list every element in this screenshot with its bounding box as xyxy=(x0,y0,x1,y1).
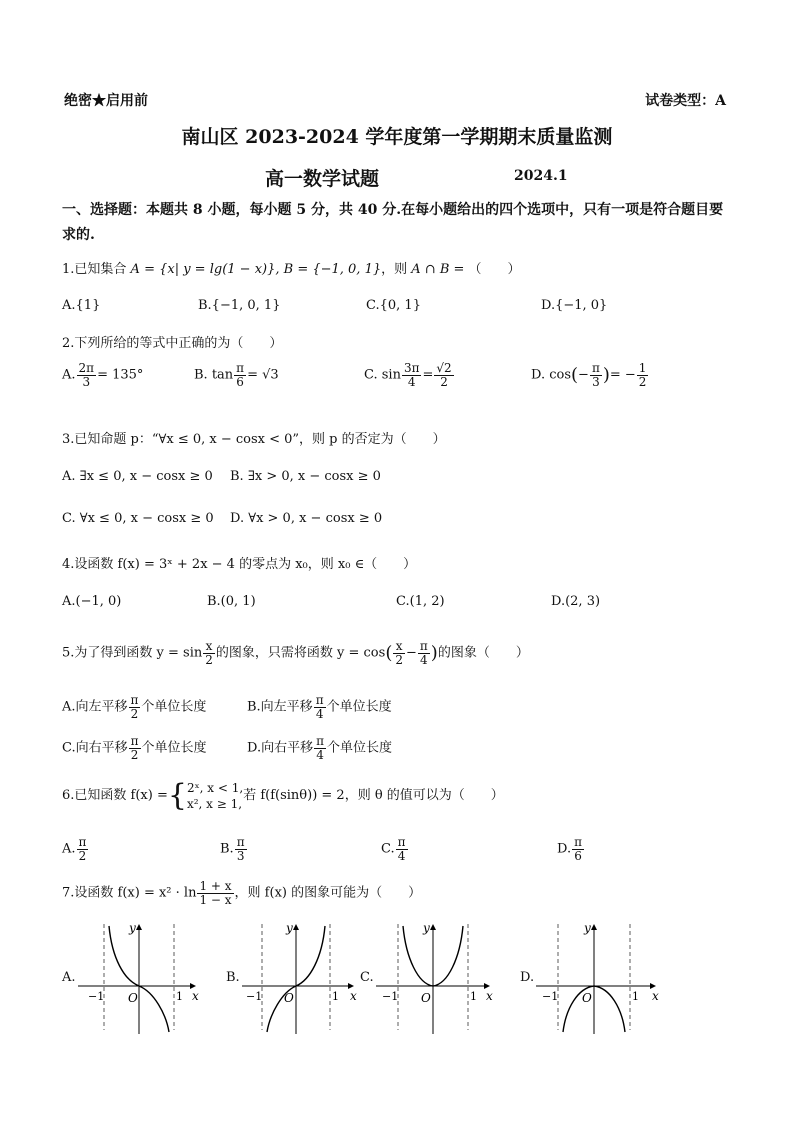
one-label: 1 xyxy=(470,990,477,1003)
fraction: $\frac{\pi}{4}$ xyxy=(397,835,406,863)
q6-option-b[interactable]: B. $\frac{\pi}{3}$ xyxy=(220,835,245,863)
q3-option-c[interactable]: C. ∀x ≤ 0, x − cosx ≥ 0 xyxy=(62,511,214,526)
fraction: $\frac{\pi}{3}$ xyxy=(236,835,245,863)
q6-option-c[interactable]: C. $\frac{\pi}{4}$ xyxy=(381,835,406,863)
q7-graph-b[interactable] xyxy=(240,918,364,1036)
fraction: $\frac{2\pi}{3}$ xyxy=(78,361,95,389)
origin-label: O xyxy=(284,991,294,1005)
question-6: 6.已知函数 f(x) ={ 2ˣ, x < 1, x², x ≥ 1, 若 f(f(sinθ)) = 2，则 θ 的值可以为（ ） xyxy=(62,778,504,813)
exam-subtitle: 高一数学试题 xyxy=(265,168,380,190)
x-axis-label: x xyxy=(350,989,357,1003)
y-axis-label: y xyxy=(129,921,136,935)
fraction: $\frac{\pi}{2}$ xyxy=(130,693,139,721)
y-axis-label: y xyxy=(423,921,430,935)
fraction: $\frac{\pi}{3}$ xyxy=(591,361,600,389)
one-label: 1 xyxy=(332,990,339,1003)
fraction: $\frac{\pi}{2}$ xyxy=(130,734,139,762)
neg-one-label: −1 xyxy=(542,990,559,1003)
q7-option-a-label[interactable]: A. xyxy=(62,970,76,985)
fraction: $\frac{x}{2}$ xyxy=(205,639,213,667)
q3-option-b[interactable]: B. ∃x > 0, x − cosx ≥ 0 xyxy=(230,469,381,484)
fraction: $\frac{1}{2}$ xyxy=(638,361,647,389)
section-heading: 一、选择题：本题共 8 小题，每小题 5 分，共 40 分.在每小题给出的四个选项中，只有一项是符合题目要求的. xyxy=(62,202,724,243)
origin-label: O xyxy=(582,991,592,1005)
fraction: $\frac{\pi}{4}$ xyxy=(419,639,428,667)
exam-date: 2024.1 xyxy=(514,168,568,184)
neg-one-label: −1 xyxy=(382,990,399,1003)
neg-one-label: −1 xyxy=(88,990,105,1003)
q1-expr: A ∩ B = xyxy=(411,262,465,277)
q7-graph-d[interactable] xyxy=(534,918,664,1036)
x-axis-label: x xyxy=(486,989,493,1003)
y-axis-label: y xyxy=(584,921,591,935)
q1-option-b[interactable]: B.{−1, 0, 1} xyxy=(198,298,281,313)
q3-option-d[interactable]: D. ∀x > 0, x − cosx ≥ 0 xyxy=(230,511,383,526)
fraction: $\frac{\pi}{6}$ xyxy=(236,361,245,389)
q5-option-a[interactable]: A.向左平移 $\frac{\pi}{2}$ 个单位长度 xyxy=(62,693,207,721)
q6-option-d[interactable]: D. $\frac{\pi}{6}$ xyxy=(557,835,582,863)
fraction: $\frac{\pi}{4}$ xyxy=(316,734,324,762)
question-7: 7.设函数 f(x) = x² · ln $\frac{1 + x}{1 - x}$ ，则 f(x) 的图象可能为（ ） xyxy=(62,879,422,907)
q2-option-c[interactable]: C. sin $\frac{3\pi}{4}$ = $\frac{√2}{2}$ xyxy=(364,361,452,389)
q3-option-a[interactable]: A. ∃x ≤ 0, x − cosx ≥ 0 xyxy=(62,469,213,484)
fraction: $\frac{x}{2}$ xyxy=(395,639,403,667)
question-4: 4.设函数 f(x) = 3ˣ + 2x − 4 的零点为 x₀，则 x₀ ∈（ ） xyxy=(62,557,417,572)
one-label: 1 xyxy=(176,990,183,1003)
fraction: $\frac{\pi}{6}$ xyxy=(574,835,582,863)
q4-option-a[interactable]: A.(−1, 0) xyxy=(62,594,122,609)
fraction: $\frac{1 + x}{1 - x}$ xyxy=(199,879,232,907)
exam-title: 南山区 2023-2024 学年度第一学期期末质量监测 xyxy=(181,126,613,148)
neg-one-label: −1 xyxy=(246,990,263,1003)
q2-option-d[interactable]: D. cos(− $\frac{\pi}{3}$ )= − $\frac{1}{2}$ xyxy=(531,361,647,389)
q2-option-b[interactable]: B. tan $\frac{\pi}{6}$ = √3 xyxy=(194,361,279,389)
paper-type: 试卷类型：A xyxy=(645,93,726,109)
fraction: $\frac{√2}{2}$ xyxy=(436,361,452,389)
piecewise-brace: { xyxy=(167,778,187,813)
q7-option-b-label[interactable]: B. xyxy=(226,970,240,985)
q5-option-b[interactable]: B.向左平移 $\frac{\pi}{4}$ 个单位长度 xyxy=(247,693,392,721)
question-2: 2.下列所给的等式中正确的为（ ） xyxy=(62,336,283,351)
q1-option-d[interactable]: D.{−1, 0} xyxy=(541,298,608,313)
q1-sets: A = {x| y = lg(1 − x)}, B = {−1, 0, 1} xyxy=(130,262,382,277)
q1-option-a[interactable]: A.{1} xyxy=(62,298,101,313)
one-label: 1 xyxy=(632,990,639,1003)
secret-label: 绝密★启用前 xyxy=(64,93,148,109)
question-3: 3.已知命题 p：“∀x ≤ 0, x − cosx < 0”，则 p 的否定为（ ） xyxy=(62,432,446,447)
piecewise-cases: 2ˣ, x < 1, x², x ≥ 1, xyxy=(186,780,244,811)
q7-option-c-label[interactable]: C. xyxy=(360,970,374,985)
q1-option-c[interactable]: C.{0, 1} xyxy=(366,298,421,313)
q7-graph-c[interactable] xyxy=(374,918,498,1036)
fraction: $\frac{\pi}{2}$ xyxy=(78,835,87,863)
q4-option-c[interactable]: C.(1, 2) xyxy=(396,594,445,609)
q4-option-b[interactable]: B.(0, 1) xyxy=(207,594,256,609)
q2-option-a[interactable]: A. $\frac{2\pi}{3}$ = 135° xyxy=(62,361,144,389)
x-axis-label: x xyxy=(192,989,199,1003)
question-5: 5.为了得到函数 y = sin $\frac{x}{2}$ 的图象，只需将函数 y = cos( $\frac{x}{2}$ − $\frac{\pi}{4}$ )的图象（ ） xyxy=(62,639,529,667)
q7-option-d-label[interactable]: D. xyxy=(520,970,535,985)
origin-label: O xyxy=(128,991,138,1005)
fraction: $\frac{3\pi}{4}$ xyxy=(403,361,420,389)
fraction: $\frac{\pi}{4}$ xyxy=(315,693,324,721)
q7-graph-a[interactable] xyxy=(76,918,200,1036)
x-axis-label: x xyxy=(652,989,659,1003)
q5-option-d[interactable]: D.向右平移 $\frac{\pi}{4}$ 个单位长度 xyxy=(247,734,392,762)
q5-option-c[interactable]: C.向右平移 $\frac{\pi}{2}$ 个单位长度 xyxy=(62,734,207,762)
q4-option-d[interactable]: D.(2, 3) xyxy=(551,594,601,609)
y-axis-label: y xyxy=(286,921,293,935)
q6-option-a[interactable]: A. $\frac{\pi}{2}$ xyxy=(62,835,87,863)
origin-label: O xyxy=(421,991,431,1005)
question-1: 1.已知集合 A = {x| y = lg(1 − x)}, B = {−1, 0, 1}，则 A ∩ B = （ ） xyxy=(62,262,521,277)
